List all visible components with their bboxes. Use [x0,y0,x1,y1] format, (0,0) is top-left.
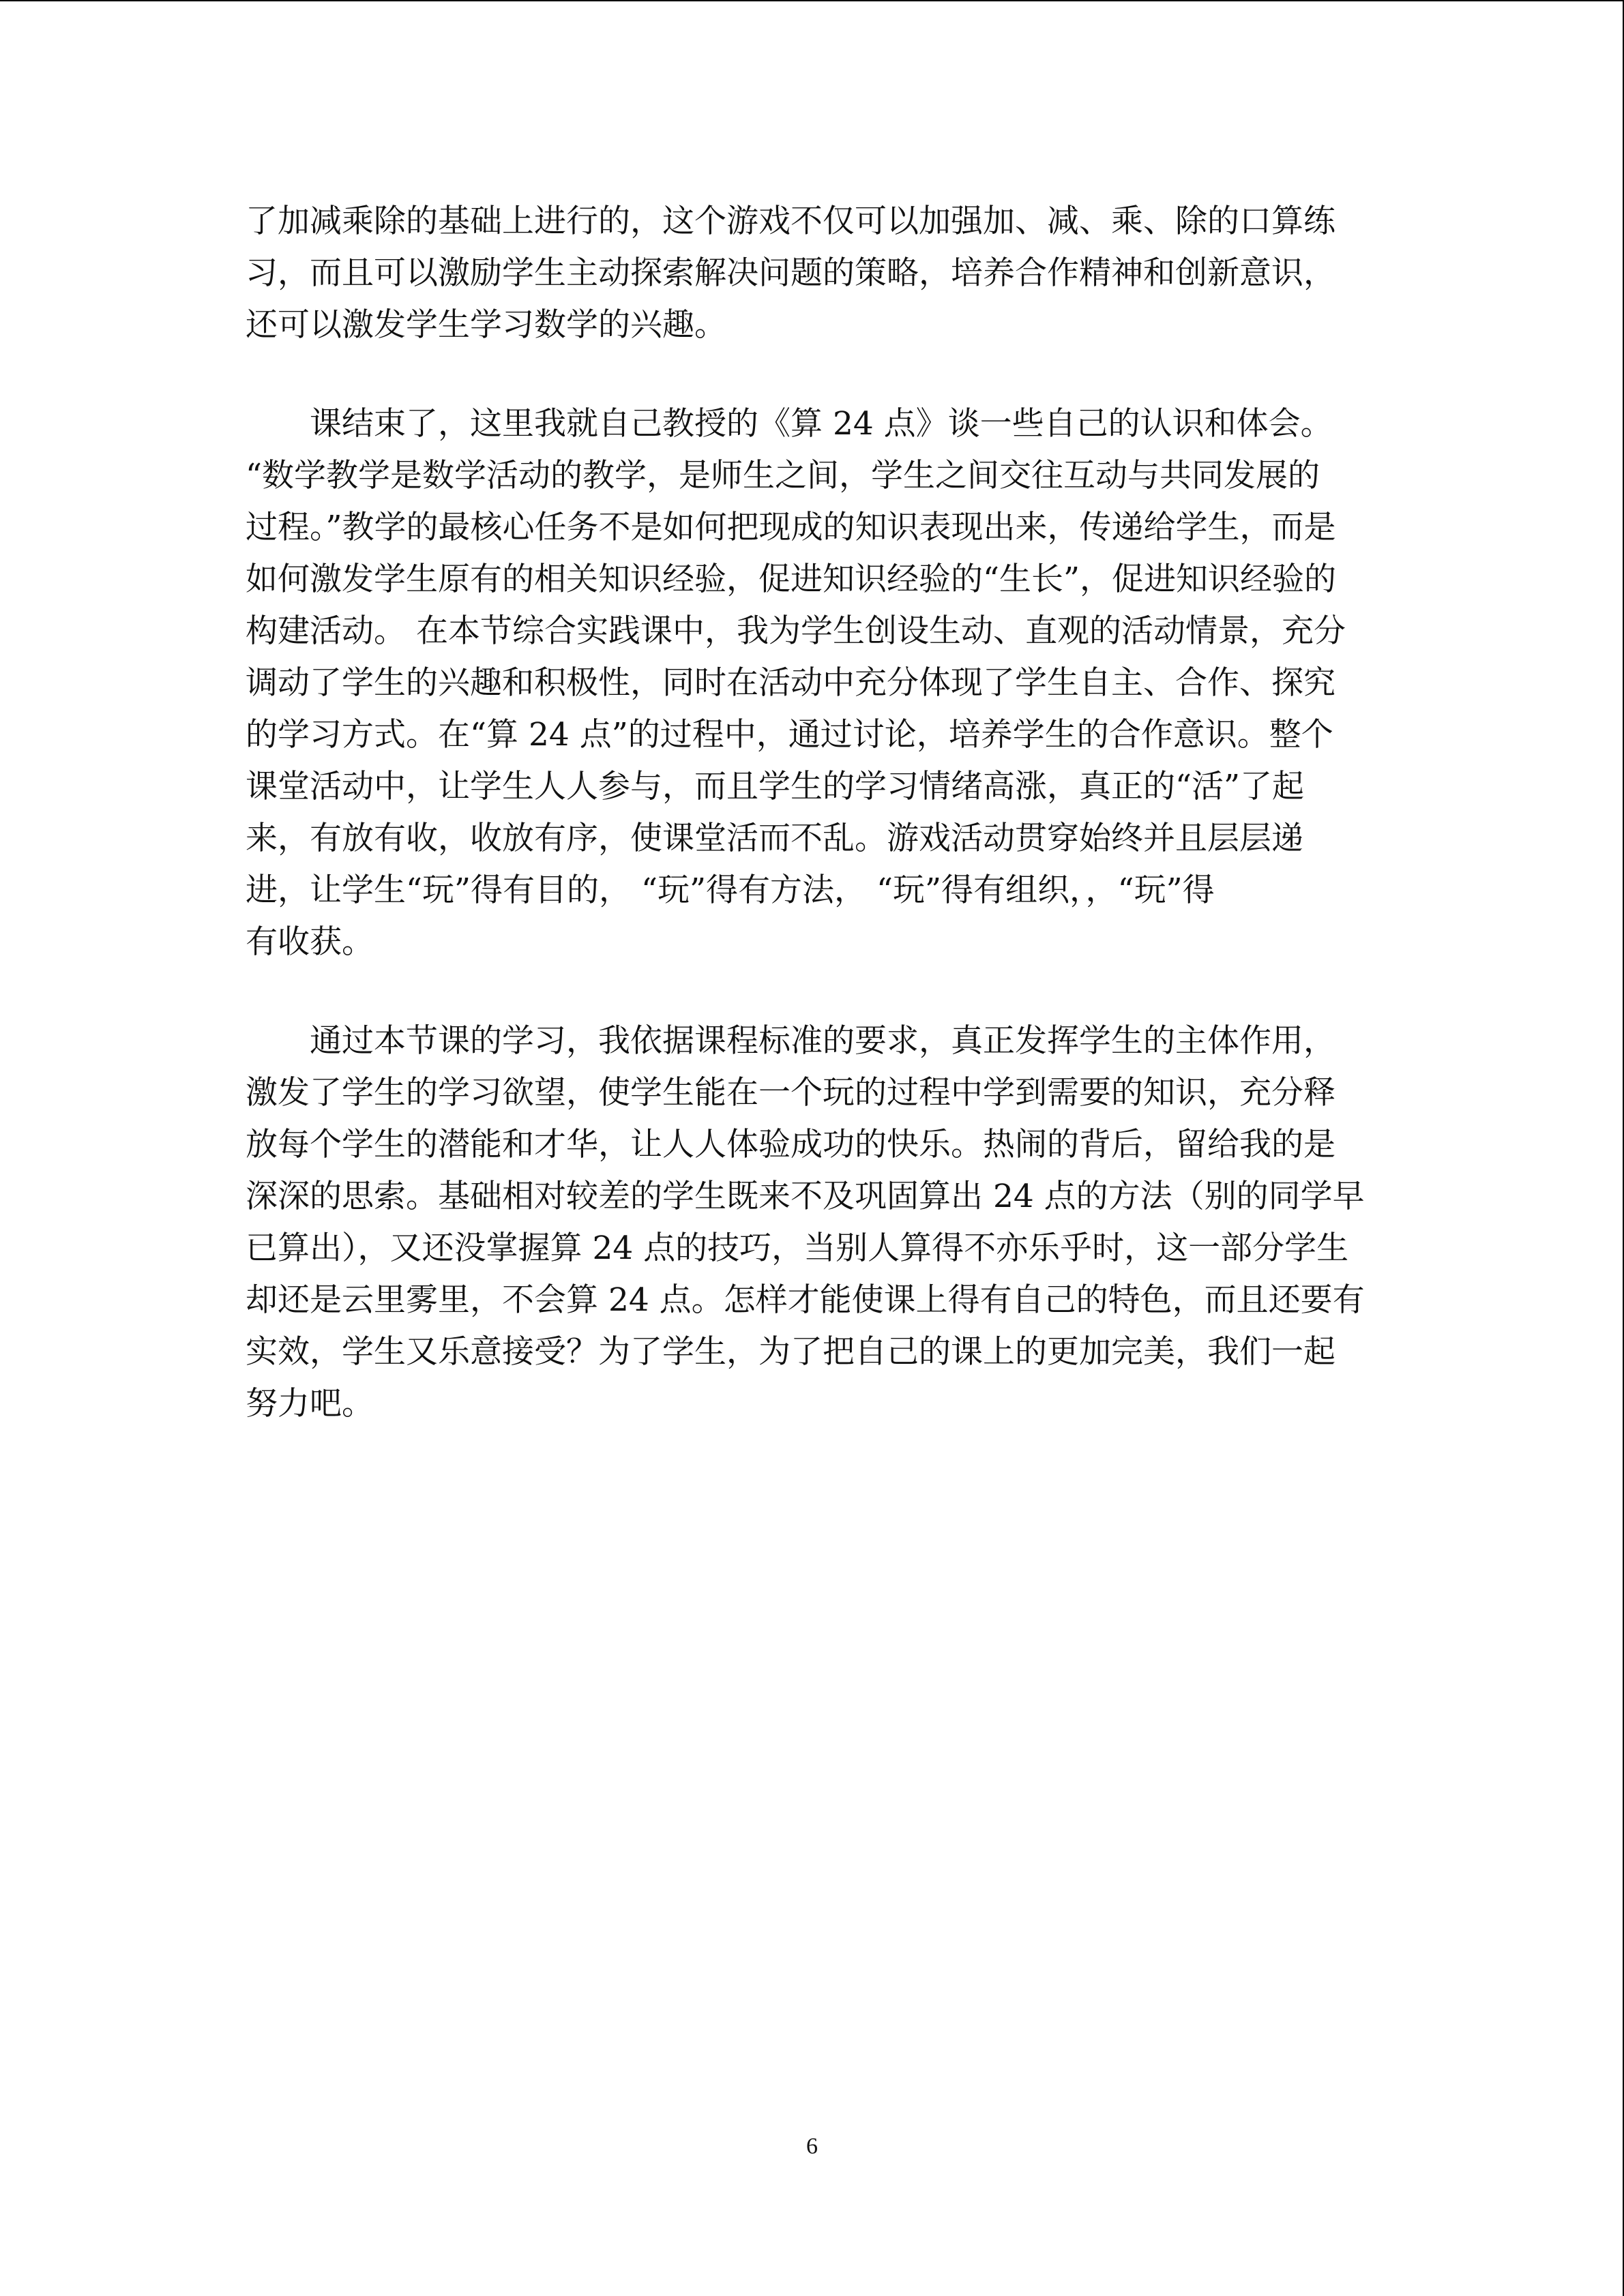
paragraph-line: 实效，学生又乐意接受？为了学生，为了把自己的课上的更加完美，我们一起 [246,1333,1335,1371]
paragraph-line: 深深的思索。基础相对较差的学生既来不及巩固算出 24 点的方法（别的同学早 [246,1178,1365,1215]
paragraph-line: 课堂活动中，让学生人人参与，而且学生的学习情绪高涨，真正的“活”了起 [246,768,1305,805]
paragraph-line: 调动了学生的兴趣和积极性，同时在活动中充分体现了学生自主、合作、探究 [246,664,1335,702]
paragraph-line: “数学教学是数学活动的教学，是师生之间，学生之间交往互动与共同发展的 [246,457,1320,494]
paragraph-line: 激发了学生的学习欲望，使学生能在一个玩的过程中学到需要的知识，充分释 [246,1074,1335,1112]
paragraph-line: 的学习方式。在“算 24 点”的过程中，通过讨论，培养学生的合作意识。整个 [246,716,1333,754]
paragraph-line: 了加减乘除的基础上进行的，这个游戏不仅可以加强加、减、乘、除的口算练 [246,203,1335,240]
paragraph-line: 来，有放有收，收放有序，使课堂活而不乱。游戏活动贯穿始终并且层层递 [246,820,1303,857]
paragraph-line: 却还是云里雾里，不会算 24 点。怎样才能使课上得有自己的特色，而且还要有 [246,1281,1365,1319]
paragraph-line: 如何激发学生原有的相关知识经验，促进知识经验的“生长”，促进知识经验的 [246,561,1337,598]
paragraph-3 [246,1015,1381,1430]
paragraph-line: 过程。”教学的最核心任务不是如何把现成的知识表现出来，传递给学生，而是 [246,509,1336,546]
paragraph-line: 通过本节课的学习，我依据课程标准的要求，真正发挥学生的主体作用， [310,1022,1335,1060]
paragraph-line: 课结束了，这里我就自己教授的《算 24 点》谈一些自己的认识和体会。 [310,405,1333,443]
paragraph-line: 有收获。 [246,923,374,961]
paragraph-line: 已算出），又还没掌握算 24 点的技巧，当别人算得不亦乐乎时，这一部分学生 [246,1229,1349,1267]
paragraph-line: 习，而且可以激励学生主动探索解决问题的策略，培养合作精神和创新意识， [246,254,1335,292]
paragraph-line: 构建活动。 在本节综合实践课中，我为学生创设生动、直观的活动情景，充分 [246,612,1346,650]
paragraph-line: 还可以激发学生学习数学的兴趣。 [246,306,726,344]
body-text [246,196,1381,1477]
page-number: 6 [806,2134,818,2159]
paragraph-1 [246,196,1381,351]
paragraph-line: 努力吧。 [246,1385,374,1422]
paragraph-2 [246,398,1381,968]
paragraph-line: 放每个学生的潜能和才华，让人人体验成功的快乐。热闹的背后，留给我的是 [246,1126,1335,1163]
paragraph-line: 进，让学生“玩”得有目的， “玩”得有方法， “玩”得有组织，，“玩”得 [246,871,1215,909]
